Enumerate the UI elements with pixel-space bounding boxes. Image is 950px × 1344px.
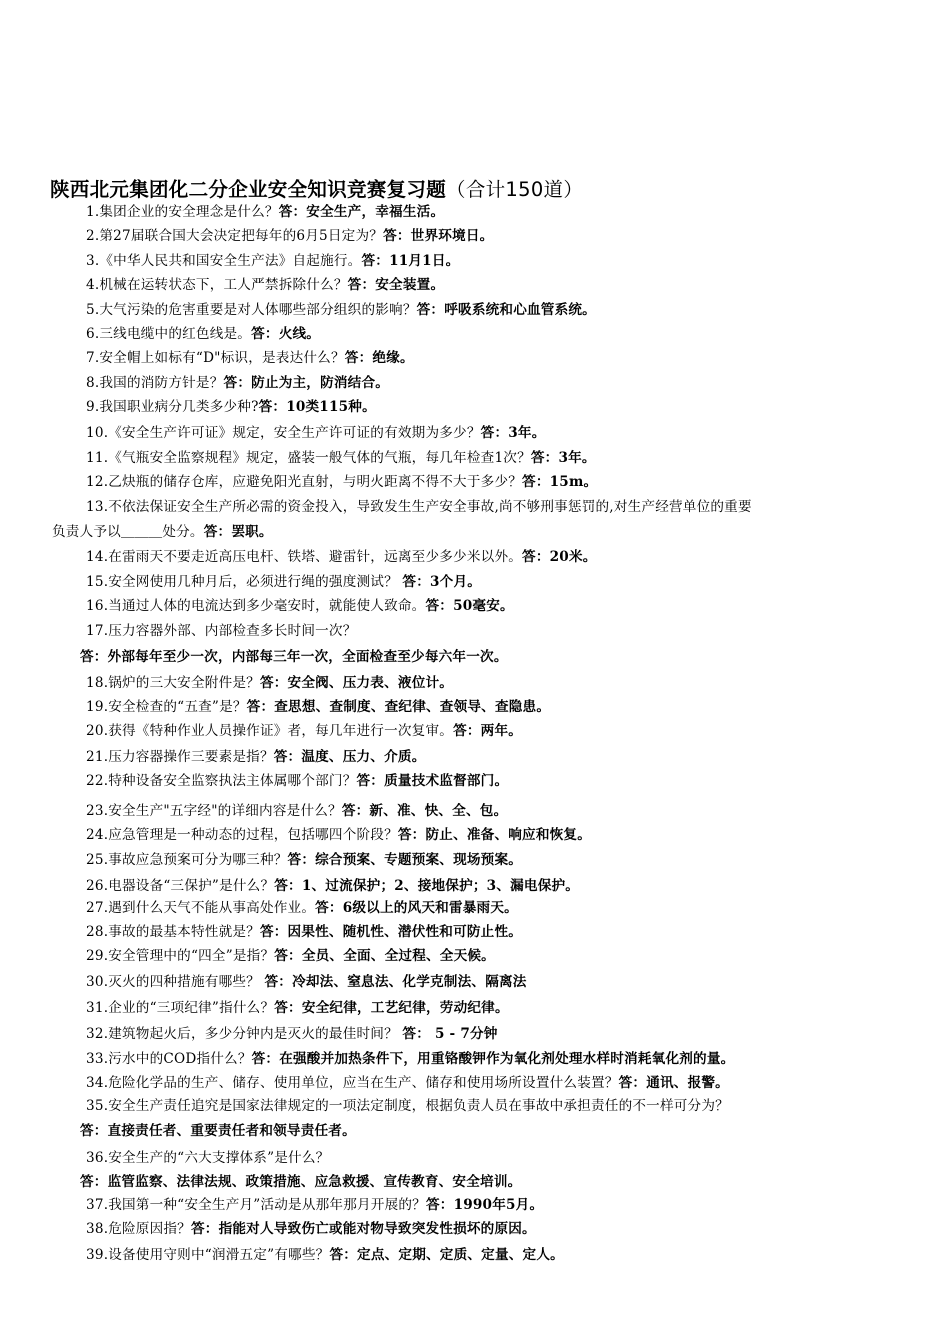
- question-text: 安全生产"五字经"的详细内容是什么？: [108, 803, 342, 819]
- answer-text: 温度、压力、介质。: [301, 749, 426, 765]
- question-text: 机械在运转状态下，工人严禁拆除什么？: [99, 277, 348, 293]
- question-item: [86, 497, 752, 517]
- answer-label: 答：: [246, 699, 275, 715]
- question-item: [86, 850, 522, 870]
- question-text: 大气污染的危害重要是对人体哪些部分组织的影响？: [99, 302, 417, 318]
- question-item: [86, 373, 389, 393]
- question-number: 13.: [86, 499, 109, 515]
- question-text: 《中华人民共和国安全生产法》自起施行。: [99, 253, 362, 269]
- question-item: [86, 1245, 564, 1265]
- question-text: 企业的“三项纪律”指什么？: [108, 1000, 275, 1016]
- answer-line: [80, 1172, 521, 1192]
- question-text: 在雷雨天不要走近高压电杆、铁塔、避雷针，远离至少多少米以外。: [108, 549, 523, 565]
- title-main: 陕西北元集团化二分企业安全知识竞赛复习题: [50, 178, 447, 201]
- answer-label: 答：: [522, 474, 550, 490]
- question-item: [86, 472, 597, 492]
- question-text: 设备使用守则中“润滑五定”有哪些？: [108, 1247, 330, 1263]
- answer-label: 答：: [80, 1123, 108, 1139]
- answer-text: 50毫安。: [453, 598, 514, 614]
- question-number: 31.: [86, 1000, 109, 1016]
- question-item: [86, 202, 444, 222]
- question-number: 6.: [86, 326, 100, 342]
- answer-label: 答：: [223, 375, 252, 391]
- question-text: 第27届联合国大会决定把每年的6月5日定为？: [99, 228, 384, 244]
- question-text: 我国的消防方针是？: [99, 375, 224, 391]
- answer-label: 答：: [278, 204, 307, 220]
- question-number: 5.: [86, 302, 100, 318]
- answer-label: 答：: [80, 1174, 108, 1190]
- answer-text: 全员、全面、全过程、全天候。: [301, 948, 495, 964]
- question-number: 23.: [86, 803, 109, 819]
- question-item: [86, 1096, 729, 1116]
- answer-text: 新、准、快、全、包。: [369, 803, 508, 819]
- question-continuation: [52, 522, 273, 542]
- answer-label: 答：: [315, 900, 343, 916]
- question-text: 我国第一种“安全生产月”活动是从那年那月开展的？: [108, 1197, 426, 1213]
- question-text: 事故应急预案可分为哪三种？: [108, 852, 288, 868]
- question-number: 3.: [86, 253, 100, 269]
- question-number: 20.: [86, 723, 109, 739]
- question-number: 1.: [86, 204, 100, 220]
- question-number: 34.: [86, 1075, 109, 1091]
- question-number: 25.: [86, 852, 109, 868]
- question-text: 特种设备安全监察执法主体属哪个部门？: [108, 773, 357, 789]
- question-text: 《气瓶安全监察规程》规定，盛装一般气体的气瓶，每几年检查1次？: [108, 450, 531, 466]
- answer-text: 世界环境日。: [410, 228, 494, 244]
- answer-label: 答：: [190, 1221, 219, 1237]
- question-item: [86, 747, 426, 767]
- question-item: [86, 771, 508, 791]
- question-number: 10.: [86, 425, 109, 441]
- question-text: 锅炉的三大安全附件是？: [108, 675, 260, 691]
- question-number: 4.: [86, 277, 100, 293]
- answer-text: 3年。: [558, 450, 596, 466]
- answer-label: 答：: [416, 302, 445, 318]
- question-number: 9.: [86, 399, 100, 415]
- answer-text: 综合预案、专题预案、现场预案。: [315, 852, 523, 868]
- answer-text: 安全生产，幸福生活。: [306, 204, 445, 220]
- question-item: [86, 998, 509, 1018]
- answer-text: 防止为主，防消结合。: [251, 375, 390, 391]
- answer-text: 1990年5月。: [453, 1197, 544, 1213]
- answer-label: 答：: [329, 1247, 358, 1263]
- question-text: 安全生产的“六大支撑体系”是什么？: [108, 1150, 330, 1166]
- answer-label: 答：: [258, 399, 287, 415]
- question-text: 灭火的四种措施有哪些？: [108, 974, 265, 990]
- answer-text: 在强酸并加热条件下，用重铬酸钾作为氧化剂处理水样时消耗氧化剂的量。: [279, 1051, 735, 1067]
- question-number: 16.: [86, 598, 109, 614]
- answer-label: 答：: [347, 277, 376, 293]
- answer-text: 外部每年至少一次，内部每三年一次，全面检查至少每六年一次。: [107, 649, 508, 665]
- question-text: 集团企业的安全理念是什么？: [99, 204, 279, 220]
- answer-text: 直接责任者、重要责任者和领导责任者。: [107, 1123, 356, 1139]
- question-text: 安全帽上如标有“D"标识，是表达什么？: [99, 350, 345, 366]
- question-number: 32.: [86, 1026, 109, 1042]
- question-number: 26.: [86, 878, 109, 894]
- answer-label: 答：: [203, 524, 232, 540]
- answer-label: 答：: [402, 574, 431, 590]
- answer-label: 答：: [273, 749, 302, 765]
- question-item: [86, 946, 495, 966]
- question-text: 压力容器操作三要素是指？: [108, 749, 274, 765]
- answer-line: [80, 1121, 356, 1141]
- question-item: [86, 825, 591, 845]
- question-item: [86, 876, 579, 896]
- question-number: 33.: [86, 1051, 109, 1067]
- question-item: [86, 1195, 543, 1215]
- answer-label: 答：: [287, 852, 316, 868]
- answer-label: 答：: [480, 425, 509, 441]
- answer-label: 答：: [361, 253, 390, 269]
- question-number: 18.: [86, 675, 109, 691]
- answer-label: 答：: [383, 228, 411, 244]
- answer-label: 答：: [425, 1197, 454, 1213]
- answer-text: 质量技术监督部门。: [384, 773, 509, 789]
- answer-text: 指能对人导致伤亡或能对物导致突发性损坏的原因。: [218, 1221, 536, 1237]
- answer-label: 答：: [251, 1051, 280, 1067]
- answer-label: 答：: [274, 948, 302, 964]
- answer-label: 答：: [425, 598, 454, 614]
- question-text: 乙炔瓶的储存仓库，应避免阳光直射，与明火距离不得不大于多少？: [108, 474, 523, 490]
- question-item: [86, 275, 444, 295]
- question-text: 《安全生产许可证》规定，安全生产许可证的有效期为多少？: [108, 425, 481, 441]
- question-number: 24.: [86, 827, 109, 843]
- document-title: [50, 174, 583, 202]
- answer-text: 冷却法、窒息法、化学克制法、隔离法: [292, 974, 527, 990]
- question-text: 获得《特种作业人员操作证》者，每几年进行一次复审。: [108, 723, 454, 739]
- question-item: [86, 1024, 498, 1044]
- question-text: 应急管理是一种动态的过程，包括哪四个阶段？: [108, 827, 398, 843]
- question-text: 不依法保证安全生产所必需的资金投入，导致发生生产安全事故,尚不够刑事惩罚的,对生产经营单位的重要: [108, 499, 752, 515]
- answer-text: 绝缘。: [372, 350, 414, 366]
- question-number: 12.: [86, 474, 109, 490]
- answer-label: 答：: [259, 675, 288, 691]
- answer-line: [80, 647, 508, 667]
- question-item: [86, 226, 493, 246]
- answer-text: 3个月。: [430, 574, 482, 590]
- answer-label: 答：: [80, 649, 108, 665]
- question-item: [86, 621, 357, 641]
- answer-label: 答：: [264, 974, 293, 990]
- question-item: [86, 251, 459, 271]
- answer-text: 20米。: [549, 549, 597, 565]
- question-number: 2.: [86, 228, 100, 244]
- question-number: 21.: [86, 749, 109, 765]
- question-item: [86, 673, 453, 693]
- question-number: 15.: [86, 574, 109, 590]
- answer-label: 答：: [453, 723, 481, 739]
- answer-label: 答：: [402, 1026, 431, 1042]
- question-item: [86, 572, 481, 592]
- answer-text: 1、过流保护；2、接地保护；3、漏电保护。: [301, 878, 580, 894]
- question-number: 19.: [86, 699, 109, 715]
- answer-text: 10类115种。: [286, 399, 376, 415]
- question-item: [86, 547, 597, 567]
- answer-text: 监管监察、法律法规、政策措施、应急救援、宣传教育、安全培训。: [107, 1174, 522, 1190]
- question-text: 我国职业病分几类多少种?: [99, 399, 259, 415]
- question-number: 28.: [86, 924, 109, 940]
- answer-text: 11月1日。: [389, 253, 460, 269]
- question-text-continued: 负责人予以＿＿＿处分。: [52, 524, 204, 540]
- answer-label: 答：: [274, 1000, 302, 1016]
- question-text: 三线电缆中的红色线是。: [99, 326, 252, 342]
- answer-text: 安全阀、压力表、液位计。: [287, 675, 454, 691]
- question-number: 36.: [86, 1150, 109, 1166]
- question-number: 27.: [86, 900, 109, 916]
- answer-label: 答：: [274, 878, 302, 894]
- question-text: 建筑物起火后，多少分钟内是灭火的最佳时间？: [108, 1026, 403, 1042]
- question-item: [86, 922, 522, 942]
- question-item: [86, 596, 514, 616]
- answer-label: 答：: [530, 450, 559, 466]
- answer-text: 两年。: [480, 723, 523, 739]
- question-number: 11.: [86, 450, 109, 466]
- question-item: [86, 898, 518, 918]
- question-item: [86, 348, 414, 368]
- question-text: 事故的最基本特性就是？: [108, 924, 260, 940]
- answer-label: 答：: [251, 326, 279, 342]
- question-item: [86, 423, 546, 443]
- answer-text: 火线。: [278, 326, 321, 342]
- answer-text: 15m。: [549, 474, 598, 490]
- question-number: 38.: [86, 1221, 109, 1237]
- question-text: 安全管理中的“四全”是指？: [108, 948, 275, 964]
- question-number: 22.: [86, 773, 109, 789]
- answer-label: 答：: [397, 827, 426, 843]
- question-number: 30.: [86, 974, 109, 990]
- question-number: 17.: [86, 623, 109, 639]
- answer-label: 答：: [618, 1075, 647, 1091]
- question-number: 7.: [86, 350, 100, 366]
- question-item: [86, 1219, 536, 1239]
- question-text: 电器设备“三保护”是什么？: [108, 878, 275, 894]
- answer-label: 答：: [259, 924, 288, 940]
- answer-text: 5 - 7分钟: [430, 1026, 498, 1042]
- answer-label: 答：: [522, 549, 550, 565]
- question-text: 安全网使用几种月后，必须进行绳的强度测试？: [108, 574, 403, 590]
- question-number: 39.: [86, 1247, 109, 1263]
- answer-text: 定点、定期、定质、定量、定人。: [357, 1247, 564, 1263]
- question-item: [86, 324, 320, 344]
- answer-text: 呼吸系统和心血管系统。: [444, 302, 596, 318]
- question-text: 安全生产责任追究是国家法律规定的一项法定制度，根据负责人员在事故中承担责任的不一样可分为？: [108, 1098, 729, 1114]
- question-text: 安全检查的“五查”是？: [108, 699, 247, 715]
- question-item: [86, 1049, 734, 1069]
- answer-text: 6级以上的风天和雷暴雨天。: [342, 900, 518, 916]
- answer-label: 答：: [356, 773, 385, 789]
- question-item: [86, 972, 527, 992]
- answer-text: 查思想、查制度、查纪律、查领导、查隐患。: [274, 699, 551, 715]
- answer-label: 答：: [341, 803, 370, 819]
- question-item: [86, 1148, 329, 1168]
- question-text: 污水中的COD指什么？: [108, 1051, 252, 1067]
- question-item: [86, 1073, 729, 1093]
- question-number: 37.: [86, 1197, 109, 1213]
- question-text: 危险原因指？: [108, 1221, 191, 1237]
- question-number: 14.: [86, 549, 109, 565]
- question-number: 29.: [86, 948, 109, 964]
- answer-text: 因果性、随机性、潜伏性和可防止性。: [287, 924, 523, 940]
- answer-text: 通讯、报警。: [646, 1075, 729, 1091]
- answer-label: 答：: [344, 350, 373, 366]
- question-text: 遇到什么天气不能从事高处作业。: [108, 900, 316, 916]
- answer-text: 安全纪律，工艺纪律，劳动纪律。: [301, 1000, 509, 1016]
- answer-text: 3年。: [508, 425, 546, 441]
- question-text: 压力容器外部、内部检查多长时间一次？: [108, 623, 357, 639]
- question-item: [86, 801, 507, 821]
- question-item: [86, 721, 522, 741]
- question-item: [86, 697, 550, 717]
- question-text: 当通过人体的电流达到多少毫安时，就能使人致命。: [108, 598, 426, 614]
- title-count: （合计150道）: [446, 178, 584, 201]
- question-number: 35.: [86, 1098, 109, 1114]
- answer-text: 防止、准备、响应和恢复。: [425, 827, 592, 843]
- question-text: 危险化学品的生产、储存、使用单位，应当在生产、储存和使用场所设置什么装置？: [108, 1075, 619, 1091]
- question-number: 8.: [86, 375, 100, 391]
- question-item: [86, 397, 376, 417]
- question-item: [86, 300, 596, 320]
- question-item: [86, 448, 596, 468]
- answer-text: 安全装置。: [375, 277, 445, 293]
- answer-text: 罢职。: [231, 524, 273, 540]
